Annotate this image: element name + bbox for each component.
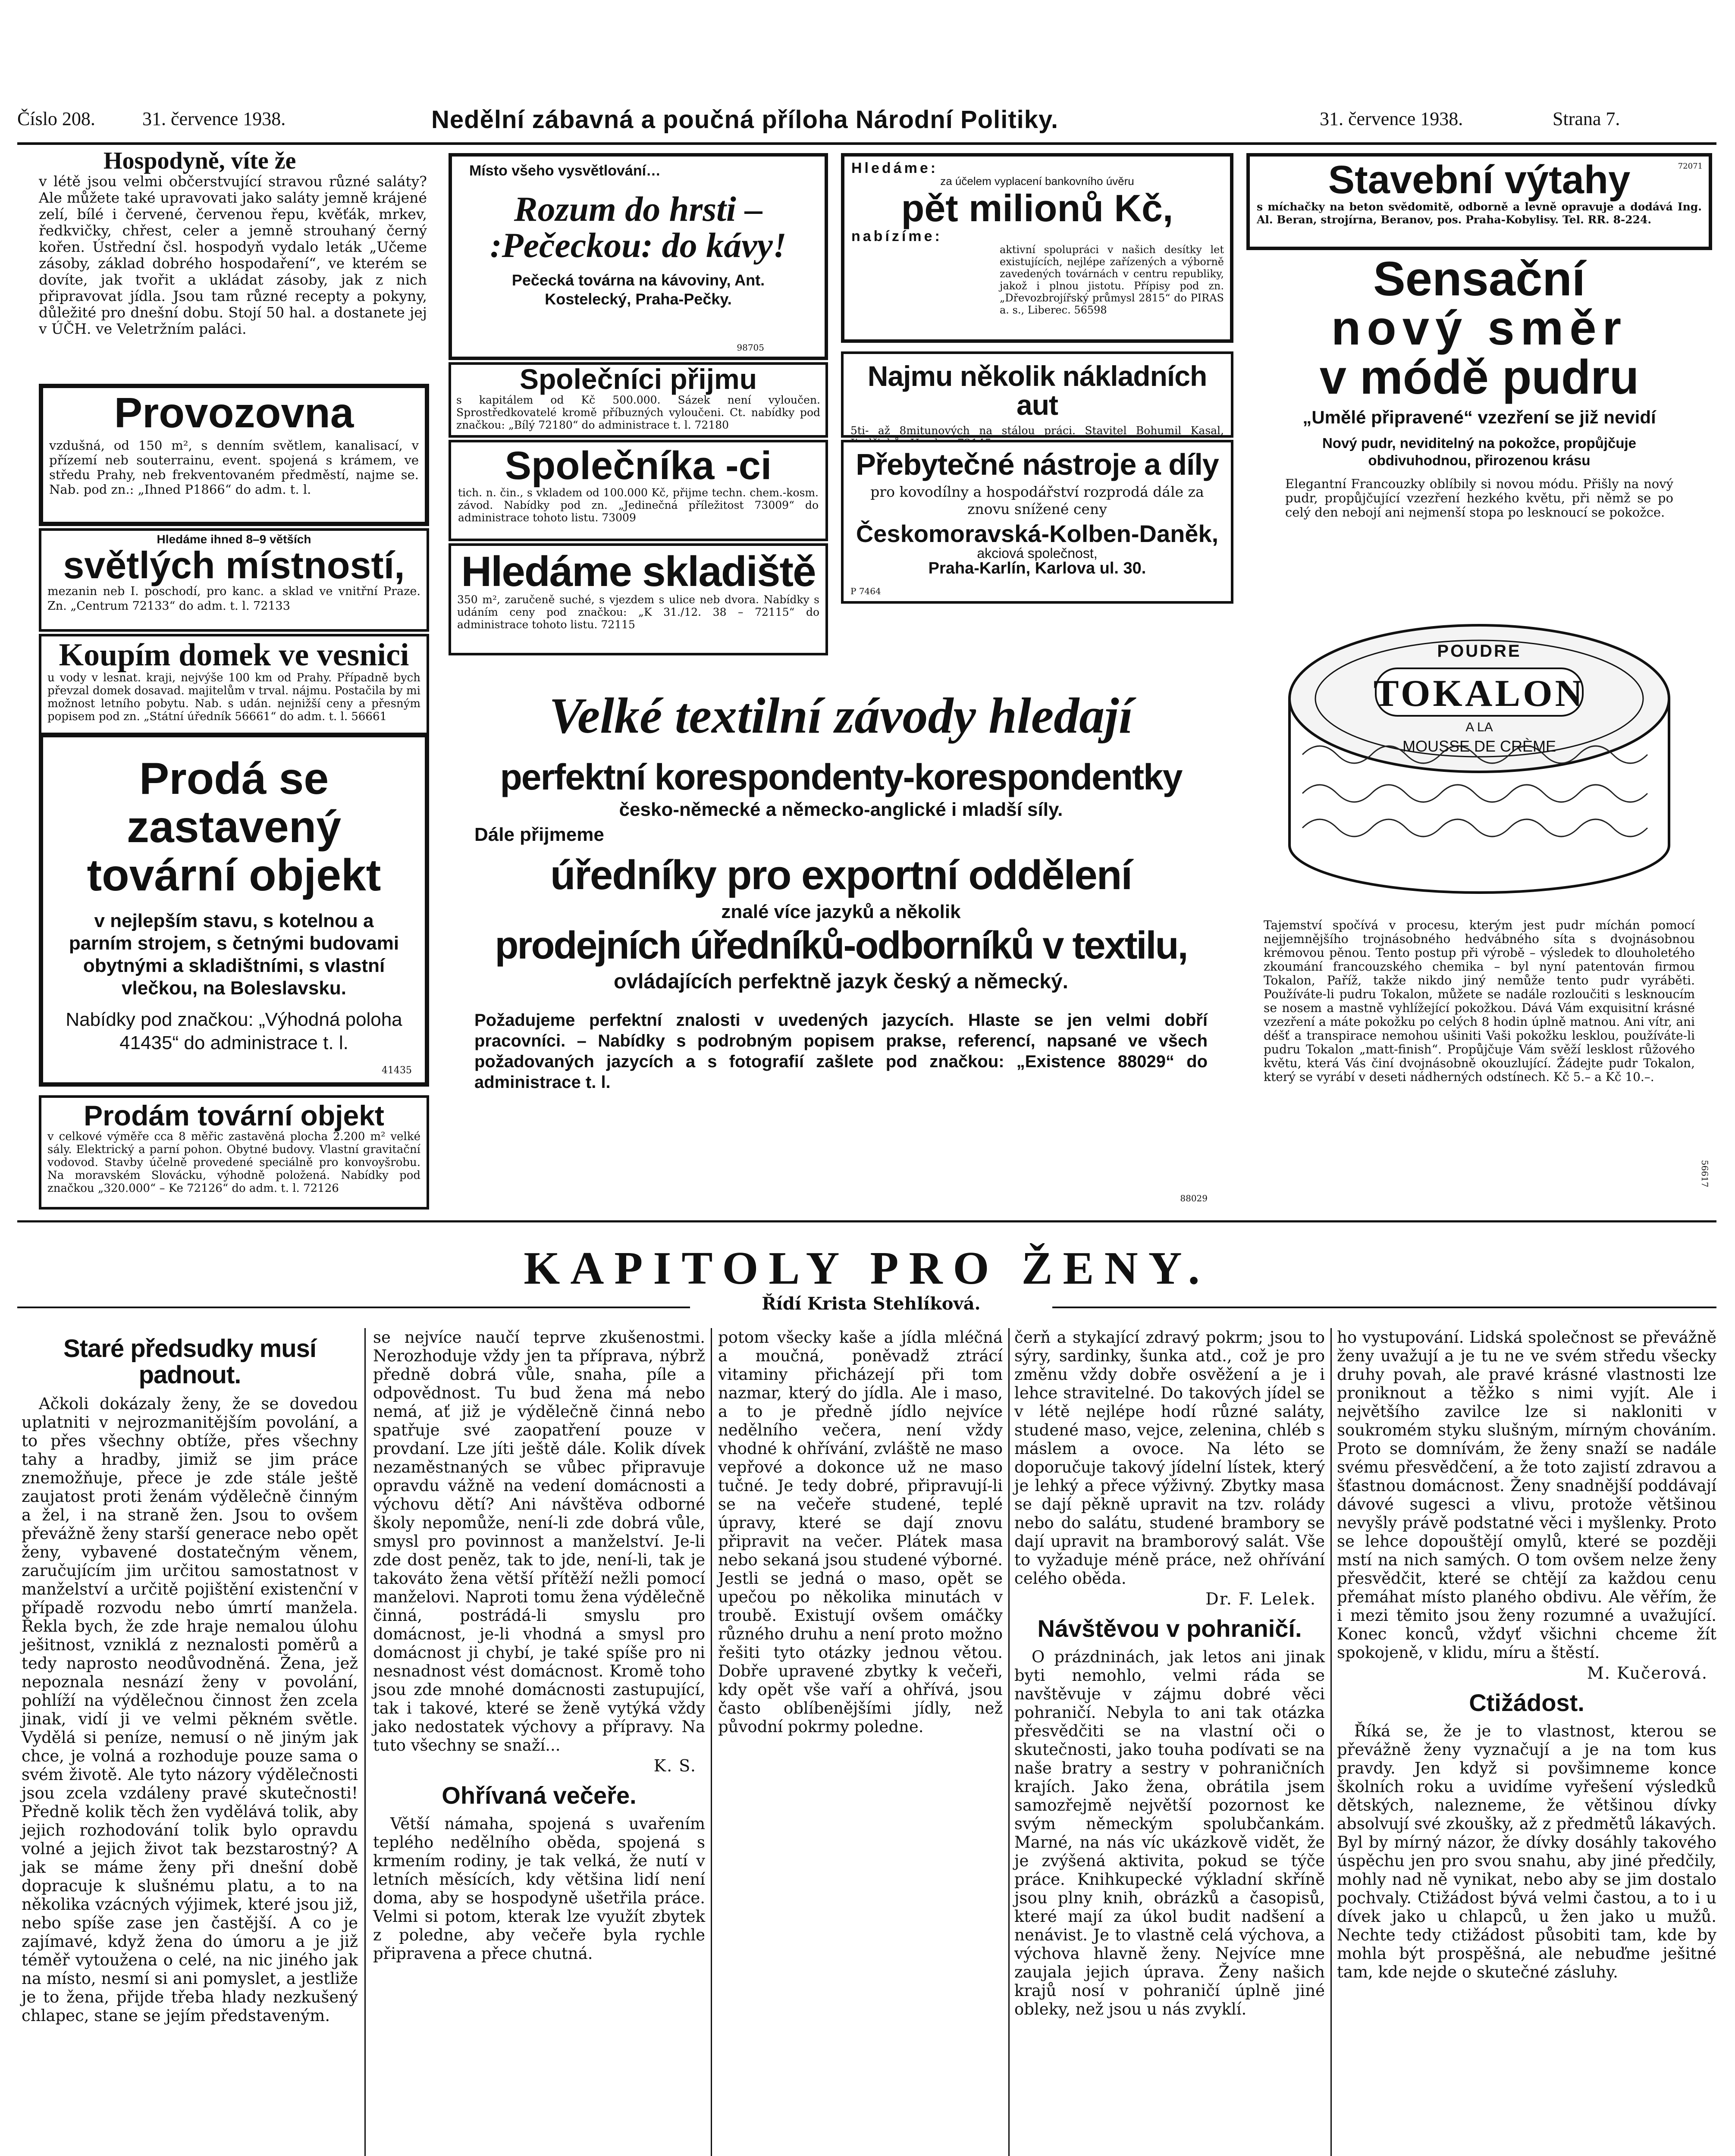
- svetle-ad: [39, 528, 429, 632]
- hospodyne-text: v létě jsou velmi občerstvující stravou různé saláty? Ale můžete také upravovati jako saláty jemně krájené zelí, bílé i červené, červenou řepu, kvěťák, mrkev, ředkvičky, chřest, celer a jemně strouhaný černý kořen. Ústřední čsl. hospodyň vydalo leták „Učeme zásoby, základ dobrého hospodaření“, ve kterém se dovíte, jak tvořit a ukládat zásoby, jak z nich připravovat jídla. Jsou tam různé recepty a pokyny, důležité pro dnešní dobu. Stojí 50 hal. a dostanete jej v ÚČH. ve Veletržním paláci.: [39, 173, 427, 338]
- article-col-2: [373, 1328, 705, 2156]
- proda-ad: [39, 733, 429, 1087]
- vytahy-text: s míchačky na beton svědomitě, odborně a levně opravuje a dodává Ing. Al. Beran, strojírna, Beranov, pos. Praha-Kobylisy. Tel. RR. 8-224.: [1257, 200, 1702, 226]
- col-rule-2: [711, 1328, 712, 2156]
- date-right: 31. července 1938.: [1320, 108, 1463, 129]
- prodam-ad: [39, 1095, 429, 1210]
- nastroje-text: pro kovodílny a hospodářství rozprodá dále za znovu snížené ceny: [870, 483, 1204, 518]
- textile-line6: prodejních úředníků-odborníků v textilu,: [495, 924, 1187, 967]
- section-rule-left: [17, 1307, 690, 1308]
- miliony-title: pět milionů Kč,: [901, 186, 1173, 229]
- textile-line7: ovládajících perfektně jazyk český a německý.: [614, 970, 1068, 993]
- aut-text: 5ti- až 8mitunových na stálou práci. Stavitel Bohumil Kasal,: [850, 424, 1224, 437]
- miliony-sub: za účelem vyplacení bankovního úvěru: [940, 175, 1134, 188]
- proda-offer: Nabídky pod značkou: „Výhodná poloha 41435“ do administrace t. l.: [66, 1009, 402, 1053]
- article-col3-text: potom všecky kaše a jídla mléčná a moučná, poněvadž ztrácí vitaminy přicházejí při tom nazmar, který do jídla. Ale i maso, a to je předně jídlo nejvíce nedělního večera, není vždy vhodné k ohřívání, zvláště ne maso vepřové a dokonce už ne maso tučné. Je tedy dobré, připravují-li se na večeře studené, teplé úpravy, které se dají znovu připravit na večer. Plátek masa nebo sekaná jsou studené výborné. Jestli se jedná o maso, opět se upečou po několika minutách v troubě. Existují ovšem omáčky různého druhu a není proto možno řešiti tyto otázky jednou větou. Dobře upravené zbytky k večeři, kdy opět vše vaří a ohřívá, jsou často oblíbenějšími jídly, než původní pokrmy poledne.: [718, 1328, 1003, 1736]
- textile-line2: česko-německé a německo-anglické i mladší síly.: [619, 799, 1063, 821]
- skladiste-text: 350 m², zaručeně suché, s vjezdem s ulice neb dvora. Nabídky s udáním ceny pod značkou: „K 31./12. 38 – 72115“ do administrace tohoto listu. 72115: [457, 593, 819, 631]
- spolecnici-title: Společníci přijmu: [519, 363, 757, 395]
- sensacni-line1: Sensační: [1373, 252, 1585, 306]
- rozum-text: Pečecká továrna na kávoviny, Ant. Kostelecký, Praha-Pečky.: [511, 271, 765, 308]
- textile-line1: perfektní korespondenty-korespondentky: [500, 757, 1182, 798]
- col-rule-1: [364, 1328, 366, 2156]
- rozum-lead: Místo všeho vysvětlování…: [469, 163, 661, 179]
- vytahy-code: 72071: [1678, 162, 1703, 171]
- nastroje-address: Praha-Karlín, Karlova ul. 30.: [928, 559, 1146, 578]
- koupim-ad: [39, 634, 429, 735]
- issue-number: Číslo 208.: [17, 108, 95, 129]
- nastroje-ad: [841, 440, 1233, 604]
- nastroje-title: Přebytečné nástroje a díly: [856, 448, 1219, 481]
- nastroje-code: P 7464: [850, 586, 881, 596]
- col-rule-3: [1008, 1328, 1010, 2156]
- article-ohrivana-text: Větší námaha, spojená s uvařením teplého nedělního oběda, spojená s krmením rodiny, je tak velká, že nutí v letních měsících, kdy většina lidí není doma, aby se hospodyně ušetřila práce. Velmi si potom, kterak lze využít zbytek z poledne, aby večeře byla rychle připravena a přece chutná.: [373, 1814, 705, 1963]
- article-ks-sig: K. S.: [653, 1756, 697, 1775]
- sensacni-ad: [1246, 254, 1712, 1207]
- hospodyne-title: Hospodyně, víte že: [104, 147, 296, 174]
- spolecnika-title: Společníka -ci: [505, 444, 772, 488]
- textile-line3: Dále přijmeme: [474, 824, 604, 845]
- textile-code: 88029: [1180, 1193, 1208, 1203]
- skladiste-title: Hledáme skladiště: [461, 548, 816, 595]
- vytahy-ad: [1246, 153, 1712, 250]
- vytahy-title: Stavební výtahy: [1328, 158, 1631, 202]
- textile-body: Požadujeme perfektní znalosti v uvedených jazycích. Hlaste se jen velmi dobří pracovníci. – Nabídky s podrobným popisem prakse, referencí, napsané ve všech požadovaných jazycích a s fotografií zašlete pod značkou: „Existence 88029“ do administrace t. l.: [474, 1011, 1208, 1092]
- prodam-title: Prodám tovární objekt: [84, 1100, 384, 1131]
- miliony-lead: Hledáme:: [851, 160, 938, 176]
- proda-title: Prodá se zastavený tovární objekt: [87, 754, 381, 900]
- aut-ad: [841, 351, 1233, 438]
- tokalon-text: Tajemství spočívá v procesu, kterým jest pudr míchán pomocí nejjemnějšího trojnásobného hedvábného síta s dvojnásobnou krémovou pěnou. Tento postup při výrobě – výsledek to dlouholetého zkoumání francouzského chemika – byl nyní patentován firmou Tokalon, Paříž, takže nikdo jiný nemůže tento pudr vyráběti. Používáte-li pudru Tokalon, můžete se nadále rozloučiti s lesknoucím se nosem a mastně vyhlížející pokožkou. Dává Vám exquisitní krásné vzezření a máte pokožku po celých 8 hodin úplně matnou. Ani vítr, ani déšť a transpirace nemohou ušiniti Vaši pokožku lesklou, používáte-li pudru Tokalon „matt-finish“. Propůjčuje Vám svěží lesklost růžového květu, která Vás činí dvojnásobně okouzlující. Žádejte pudr Tokalon, který se vyrábí v deseti nádherných odstínech. Kč 5.– a Kč 10.–.: [1264, 918, 1695, 1084]
- skladiste-ad: [449, 543, 828, 655]
- article-title-ctizadost: Ctižádost.: [1469, 1689, 1584, 1716]
- masthead-rule: [17, 142, 1716, 145]
- provozovna-title: Provozovna: [114, 389, 354, 436]
- article-col-4: [1014, 1328, 1325, 2156]
- miliony-lead2: nabízíme:: [851, 228, 942, 245]
- article-title-ohrivana: Ohřívaná večeře.: [442, 1782, 637, 1809]
- section-editor: Řídí Krista Stehlíková.: [762, 1294, 981, 1314]
- tin-mid: A LA: [1465, 720, 1493, 734]
- section-rule-right: [1052, 1307, 1716, 1308]
- miliony-text: aktivní spolupráci v našich desítky let existujících, nejlépe zařízených a výborně zavedených továrnách v centru republiky, jakož i plnou jistotu. Přípisy pod zn. „Dřevozbrojířský průmysl 2815“ do PIRAS a. s., Liberec. 56598: [1000, 244, 1224, 317]
- spolecnika-text: tich. n. čin., s vkladem od 100.000 Kč, přijme techn. chem.-kosm. závod. Nabídky pod zn. „Jedinečná příležitost 73009“ do administrace tohoto listu. 73009: [458, 486, 819, 524]
- svetle-title: světlých místností,: [63, 543, 405, 586]
- date-left: 31. července 1938.: [142, 108, 286, 129]
- article-stare-text: Ačkoli dokázaly ženy, že se dovedou uplatniti v nejrozmanitějším povolání, a to přes všechny obtíže, přes všechny tahy a hradby, jimiž se jim práce znemožňuje, přece je zde stále ještě zaujatost proti ženám výdělečně činným a žel, i na straně žen. Jsou to ovšem převážně ženy starší generace nebo opět ženy, vybavené dostatečným věnem, zaručujícím jim určitou samostatnost v manželství a určitě pojištění existenční v případě rozvodu nebo úmrtí manžela. Řekla bych, že zde hraje nemalou úlohu ješitnost, vzniklá z neznalosti poměrů a tedy naprosto neodůvodněná. Žena, jež nepoznala nesnází ženy v povolání, pohlíží na výdělečnou činnost žen zcela jinak, vidí ji ve velmi pěkném světle. Vydělá si peníze, nemusí o ně jiným jak chce, je volná a rozhoduje pouze sama o svém životě. Ale tyto názory výdělečnosti jsou zcela vzdáleny pravé skutečnosti! Předně kolik těch žen vydělává tolik, aby jejich rozhodování tolik bylo opravdu volné a jejich život tak bezstarostný? A jak se máme ženy při dnešní době dopracuje k slušnému platu, a to na několika vzácných výjimek, které jsou již, nebo spíše zase jen častější. A co je zajímavé, když žena do úmoru a je již téměř vytoužena o celé, na nic jiného jak na místo, nesmí si ani pomyslet, a jestliže je to žena, přijde třeba hlady nezkušený chlapec, stane se jejím představeným.: [22, 1394, 358, 2025]
- article-ctizadost-text: Říká se, že je to vlastnost, kterou se převážně ženy vyznačují a je na tom kus pravdy. Jen když si povšimneme konce školních roku a uvidíme vyřešení výsledků dětských, nalezneme, že většinou dívky absolvují své zkoušky, až z předmětů lákavých. Byl by mírný názor, že dívky dosáhly takového úspěchu jen pro svou snahu, aby jiné předčily, mohly nad ně vynikat, nebo aby se jim dostalo pochvaly. Ctižádost bývá velmi častou, a to i u dívek jako u chlapců, u žen jako u mužů. Nechte tedy ctižádost působiti tam, kde by mohla být prospěšná, ale nebuďme ješitné tam, kde nejde o skutečné zásluhy.: [1337, 1721, 1716, 1981]
- textile-line5: znalé více jazyků a několik: [721, 901, 961, 922]
- spolecnici-ad: [449, 362, 828, 438]
- rozum-code: 98705: [737, 342, 764, 353]
- sensacni-line3: v módě pudru: [1319, 350, 1639, 404]
- article-stare-cont: se nejvíce naučí teprve zkušenostmi. Nerozhoduje vždy jen ta příprava, nýbrž předně dobrá vůle, snaha, píle a odpovědnost. Tu bud žena má nebo nemá, ať již je výdělečně činná nebo spatřuje své zaopatření pouze v provdaní. Lze jíti ještě dále. Kolik dívek nezaměstnaných se vůbec připravuje opravdu vážně na vedení domácnosti a výchovu dětí? Ani návštěva odborné školy nepomůže, není-li zde dobrá vůle, smysl pro povinnost a manželství. Je-li zde dost peněz, tak to jde, není-li, tak je takováto žena větší přítěží nežli pomocí manželovi. Naproti tomu žena výdělečně činná, postrádá-li smyslu pro domácnost, je-li vhodná a smysl pro domácnost ji chybí, je také spíše pro ni nesnadnost vést domácnost. Kromě toho jsou zde mnohé domácnosti zastupující, tak i takové, které se ženě vytýká vždy jako nedostatek výchovy a přípravy. Na tuto všechny se snaží...: [373, 1328, 705, 1755]
- provozovna-text: vzdušná, od 150 m², s denním světlem, kanalisací, v přízemí neb souterrainu, event. spojená s krámem, ve středu Prahy, neb frekventovaném předměstí, najme se. Nab. pod zn.: „Ihned P1866“ do adm. t. l.: [49, 438, 419, 497]
- tokalon-tin: [1277, 612, 1682, 910]
- textile-line4: úředníky pro exportní oddělení: [550, 852, 1132, 898]
- svetle-lead: Hledáme ihned 8–9 větších: [157, 533, 311, 546]
- supplement-title: Nedělní zábavná a poučná příloha Národní Politiky.: [431, 106, 1059, 134]
- prodam-text: v celkové výměře cca 8 měřic zastavěná plocha 2.200 m² velké sály. Elektrický a parní pohon. Obytné budovy. Vlastní gravitační vodovod. Stavby účelně provedené speciálně pro konvoyšrobu. Na moravském Slovácku, výhodně položená. Nabídky pod značkou „320.000“ – Ke 72126“ do adm. t. l. 72126: [47, 1130, 420, 1195]
- spolecnici-text: s kapitálem od Kč 500.000. Sázek není vyloučen. Sprostředkovatelé kromě příbuzných vyloučeni. Ct. nabídky pod značkou: „Bílý 72180“ do administrace t. l. 72180: [456, 394, 820, 432]
- tokalon-code: 56617: [1700, 1160, 1710, 1188]
- svetle-text: mezanin neb I. poschodí, pro kanc. a sklad ve vnitřní Praze. Zn. „Centrum 72133“ do adm. t. l. 72133: [47, 585, 420, 613]
- rozum-line1: Rozum do hrsti –: [514, 189, 763, 229]
- col-rule-4: [1330, 1328, 1332, 2156]
- tin-top: POUDRE: [1437, 642, 1522, 661]
- article-col-3: [718, 1328, 1003, 2156]
- hospodyne-box: [39, 149, 427, 388]
- rozum-line2: :Pečeckou: do kávy!: [490, 225, 787, 265]
- article-navsteva-text: O prázdninách, jak letos ani jinak byti nemohlo, velmi ráda se navštěvuje v zájmu dobré věci pohraničí. Nebyla to ani tak otázka přesvědčiti se na vlastní oči o skutečnosti, jako touha podívati se na naše bratry a sestry v pohraničních krajích. Jako žena, obrátila jsem samozřejmě největší pozornost ke svým německým spolubčankám. Marné, na nás víc ukázkově vidět, že je zvýšená aktivita, pokud se týče práce. Knihkupecké výkladní skříně jsou plny knih, obrázků a časopisů, které mají za úkol budit nadšení a nenávist. Je to vlastně celá výchova, a výchova hlavně ženy. Nejvíce mne zaujala jejich úprava. Ženy našich krajů nosí v pohraničí úplně jiné obleky, než jsou u nás zvyklí.: [1014, 1647, 1325, 2018]
- article-title-stare: Staré předsudky musí padnout.: [63, 1335, 316, 1389]
- miliony-ad: [841, 153, 1233, 343]
- article-title-navsteva: Návštěvou v pohraničí.: [1037, 1615, 1302, 1642]
- section-title: KAPITOLY PRO ŽENY.: [524, 1243, 1210, 1294]
- textile-title: Velké textilní závody hledají: [549, 687, 1133, 744]
- koupim-text: u vody v lesnat. kraji, nejvýše 100 km od Prahy. Případně bych převzal domek dosavad. majitelům v trval. nájmu. Postačila by mi možnost letního pobytu. Nab. s udán. nejnižší ceny a přesným popisem pod zn. „Státní úředník 56661“ do adm. t. l. 56661: [47, 671, 420, 724]
- article-col-5: [1337, 1328, 1716, 2156]
- article-col5-text: ho vystupování. Lidská společnost se převážně ženy uvažují a je tu ne ve svém středu všecky druhy povah, ale pravé krásné vlastnosti lze proniknout a těžko s nimi vyjít. Ale i největšího zavilce lze si nakloniti v soukromém styku slušným, mírným chováním. Proto se domnívám, že ženy snaží se nadále svému přesvědčení, a že toto zajistí zdravou a šťastnou domácnost. Ženy snadnější poddávají dávové sugesci a vlivu, protože většinou nevyšly právě podstatné věci i myšlenky. Proto se lehce dopouštějí omylů, které se později mstí na nich samých. O tom ovšem nelze ženy přesvědčit, které se chtějí za každou cenu přemáhat místo planého obdivu. Ale věřím, že i mezi těmito jsou ženy rozumné a uvažující. Konec konců, vždyť všichni chceme žít spokojeně, v klidu, míru a štěstí.: [1337, 1328, 1716, 1662]
- nastroje-company: Českomoravská-Kolben-Daněk,: [856, 520, 1219, 548]
- section-rule-top: [17, 1220, 1716, 1222]
- sensacni-text: Elegantní Francouzky oblíbily si novou módu. Přišly na nový pudr, propůjčující vzezření hezkého květu, při němž se po celý den nebojí ani nejmenší stopa po lesknoucí se pokožce.: [1285, 476, 1673, 520]
- article-lelek-sig: Dr. F. Lelek.: [1205, 1589, 1316, 1608]
- article-col4-text: čerň a stykající zdravý pokrm; jsou to sýry, sardinky, šunka atd., což je pro změnu vždy dobře osvěžení a je i lehce stravitelné. Do takových jídel se v létě nejlépe hodí různé saláty, studené maso, vejce, zelenina, chléb s máslem a ovoce. Na léto se doporučuje takový jídelní lístek, který je lehký a přece výživný. Zbytky masa se dají pěkně upravit na tzv. rolády nebo do salátu, studené brambory se dají upravit na bramborový salát. Vše to vyžaduje méně práce, než ohřívání celého oběda.: [1014, 1328, 1325, 1588]
- masthead: [17, 103, 1716, 142]
- sensacni-claim: Nový pudr, neviditelný na pokožce, propůjčuje obdivuhodnou, přirozenou krásu: [1322, 435, 1636, 468]
- rozum-ad: [449, 153, 828, 360]
- koupim-title: Koupím domek ve vesnici: [59, 637, 409, 673]
- tin-brand: TOKALON: [1373, 673, 1585, 714]
- spolecnika-ad: [449, 440, 828, 541]
- proda-text: v nejlepším stavu, s kotelnou a parním strojem, s četnými budovami obytnými a skladištními, s vlastní vlečkou, na Boleslavsku.: [69, 910, 399, 999]
- textile-ad: [449, 673, 1233, 1207]
- article-col-1: [22, 1328, 358, 2156]
- sensacni-line2: nový směr: [1331, 301, 1628, 355]
- tin-bottom: MOUSSE DE CRÈME: [1402, 737, 1556, 755]
- nastroje-company2: akciová společnost,: [977, 545, 1098, 561]
- sensacni-quote: „Umělé připravené“ vzezření se již nevidí: [1302, 407, 1656, 427]
- aut-title: Najmu několik nákladních aut: [867, 360, 1207, 421]
- page-number: Strana 7.: [1553, 108, 1620, 129]
- article-kucerova-sig: M. Kučerová.: [1587, 1664, 1708, 1683]
- proda-code: 41435: [382, 1065, 412, 1076]
- provozovna-ad: [39, 384, 429, 526]
